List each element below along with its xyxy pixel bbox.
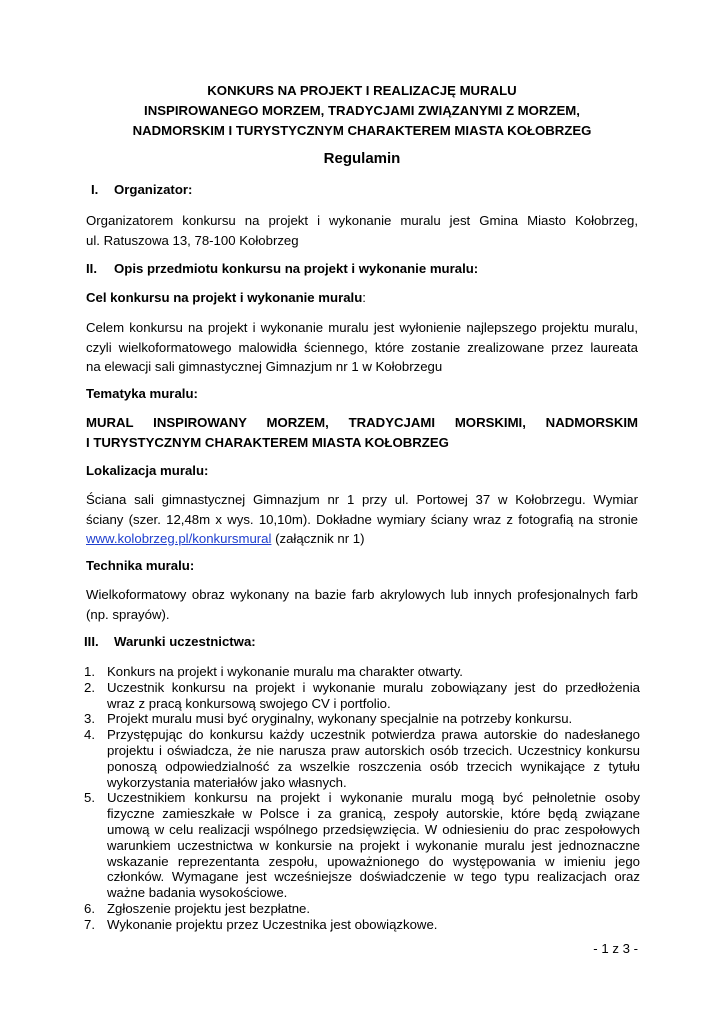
list-item-number: 7. [84,916,95,932]
list-item-number: 2. [84,679,95,695]
list-item-line: warunkiem uczestnictwa w konkursie na projekt i wykonanie muralu jest jednoznaczne [107,837,640,853]
location-body [86,490,638,549]
list-item [84,680,640,712]
list-item [84,917,640,933]
attachment-note: (załącznik nr 1) [271,531,365,546]
list-item-line: Konkurs na projekt i wykonanie muralu ma charakter otwarty. [107,664,463,679]
technique-body [86,585,638,624]
goal-heading-colon: : [362,290,366,305]
list-item-line: ważne badania wysokościowe. [107,885,288,901]
title-line-2: INSPIROWANEGO MORZEM, TRADYCJAMI ZWIĄZANYMI Z MORZEM, [144,103,580,118]
title-line-1: KONKURS NA PROJEKT I REALIZACJĘ MURALU [207,83,517,98]
list-item-line: ponoszą odpowiedzialność za wszelkie roszczenia osób trzecich wynikające z tytułu [107,758,640,774]
theme-heading: Tematyka muralu: [86,386,198,401]
list-item [84,727,640,790]
goal-line: na elewacji sali gimnastycznej Gimnazjum nr 1 w Kołobrzegu [86,359,443,374]
section-2-number: II. [86,261,97,276]
list-item-line: Zgłoszenie projektu jest bezpłatne. [107,900,311,916]
location-line-with-link [86,529,638,549]
section-1-body [86,211,638,250]
goal-heading-text: Cel konkursu na projekt i wykonanie muralu [86,290,363,305]
list-item-line: projektu i oświadcza, że nie narusza praw autorskich osób trzecich. Uczestnicy konkursu [107,742,640,758]
title-line-3: NADMORSKIM I TURYSTYCZNYM CHARAKTEREM MIASTA KOŁOBRZEG [132,123,592,138]
section-3-title: Warunki uczestnictwa: [114,634,256,649]
list-item-line: Wykonanie projektu przez Uczestnika jest obowiązkowe. [107,916,438,932]
list-item-line: Projekt muralu musi być oryginalny, wykonany specjalnie na potrzeby konkursu. [107,711,573,727]
section-3-number: III. [84,634,99,649]
list-item-line: Przystępując do konkursu każdy uczestnik potwierdza prawa autorskie do nadesłanego [107,727,640,743]
technique-heading: Technika muralu: [86,558,195,573]
conditions-list [84,664,640,933]
technique-line: Wielkoformatowy obraz wykonany na bazie farb akrylowych lub innych profesjonalnych farb [86,587,638,602]
list-item [84,790,640,901]
list-item-line: Uczestnikiem konkursu na projekt i wykonanie muralu mogą być pełnoletnie osoby [107,790,640,806]
list-item-line: umową w celu realizacji wspólnego przedsięwzięcia. W odniesieniu do prac zespołowych [107,821,640,837]
list-item [84,901,640,917]
list-item [84,711,640,727]
goal-line: czyli wielkoformatowego malowidła ściennego, które zostanie zrealizowane przez laureata [86,339,638,355]
list-item-line: wskazanie reprezentanta zespołu, upoważnionego do występowania w imieniu jego [107,853,640,869]
list-item-number: 4. [84,727,95,743]
list-item-line: fizyczne zamieszkałe w Polsce i za granicą, zespoły autorskie, które będą związane [107,806,640,822]
location-heading: Lokalizacja muralu: [86,463,209,478]
location-line: ściany (szer. 12,48m x wys. 10,10m). Dokładne wymiary ściany wraz z fotografią na stronie [86,511,638,527]
list-item-line: wykorzystania materiałów jako własnych. [107,774,347,790]
theme-body [86,413,638,452]
list-item-number: 5. [84,790,95,806]
konkurs-mural-link[interactable]: www.kolobrzeg.pl/konkursmural [86,531,272,546]
location-line: Ściana sali gimnastycznej Gimnazjum nr 1 przy ul. Portowej 37 w Kołobrzegu. Wymiar [86,492,638,507]
section-1-line: ul. Ratuszowa 13, 78-100 Kołobrzeg [86,232,299,248]
goal-heading [86,289,366,307]
subtitle: Regulamin [323,150,401,167]
goal-body [86,318,638,377]
page-number: - 1 z 3 - [593,941,638,956]
section-1-line: Organizatorem konkursu na projekt i wykonanie muralu jest Gmina Miasto Kołobrzeg, [86,213,638,228]
section-1-number: I. [91,182,99,197]
list-item-number: 6. [84,900,95,916]
list-item [84,664,640,680]
list-item-line: wraz z pracą konkursową swojego CV i portfolio. [107,695,391,711]
theme-line: MURAL INSPIROWANY MORZEM, TRADYCJAMI MORSKIMI, NADMORSKIM [86,415,638,430]
list-item-line: Uczestnik konkursu na projekt i wykonanie muralu zobowiązany jest do przedłożenia [107,679,640,695]
goal-line: Celem konkursu na projekt i wykonanie muralu jest wyłonienie najlepszego projektu muralu, [86,320,638,335]
list-item-number: 1. [84,664,95,679]
section-2-title: Opis przedmiotu konkursu na projekt i wykonanie muralu: [114,261,479,276]
section-1-title: Organizator: [114,182,193,197]
list-item-line: członków. Wymagane jest wcześniejsze doświadczenie w tego typu realizacjach oraz [107,869,640,885]
theme-line: I TURYSTYCZNYM CHARAKTEREM MIASTA KOŁOBRZEG [86,434,449,450]
list-item-number: 3. [84,711,95,727]
technique-line: (np. sprayów). [86,606,170,622]
